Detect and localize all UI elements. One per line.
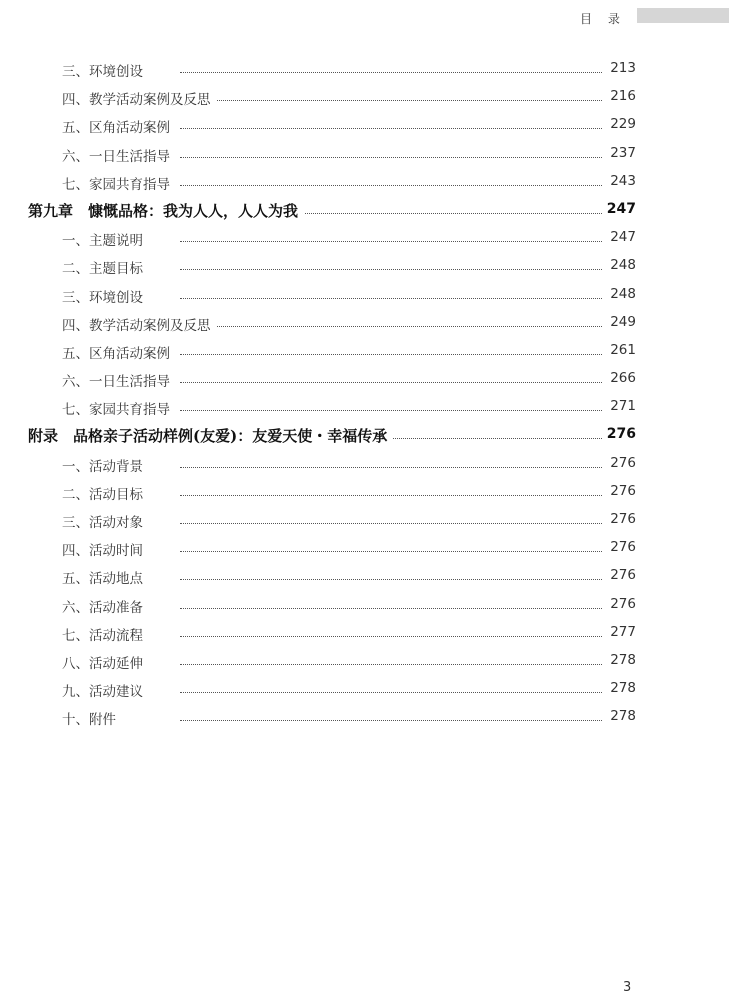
- toc-entry-title: 五、活动地点: [62, 567, 149, 587]
- toc-entry-page: 216: [610, 88, 636, 105]
- toc-entry-title: 二、活动目标: [62, 483, 149, 503]
- toc-section-entry[interactable]: [0, 394, 750, 422]
- toc-entry-page: 266: [610, 370, 636, 387]
- dot-leader: [180, 374, 602, 383]
- toc-entry-title: 七、家园共育指导: [62, 173, 176, 193]
- toc-entry-title: 三、环境创设: [62, 60, 149, 80]
- toc-entry-page: 276: [610, 454, 636, 471]
- toc-section-entry[interactable]: [0, 310, 750, 338]
- dot-leader: [180, 290, 602, 299]
- toc-entry-page: 249: [610, 313, 636, 330]
- toc-entry-title: 四、教学活动案例及反思: [62, 88, 217, 108]
- toc-entry-page: 276: [610, 567, 636, 584]
- toc-section-entry[interactable]: [0, 592, 750, 620]
- toc-entry-page: 243: [610, 172, 636, 189]
- toc-section-entry[interactable]: [0, 282, 750, 310]
- toc-entry-page: 247: [610, 229, 636, 246]
- toc-section-entry[interactable]: [0, 648, 750, 676]
- dot-leader: [180, 571, 602, 580]
- toc-entry-page: 276: [606, 426, 636, 443]
- dot-leader: [180, 459, 602, 468]
- running-header-label: 目 录: [580, 12, 626, 26]
- dot-leader: [180, 261, 602, 270]
- dot-leader: [180, 600, 602, 609]
- toc-entry-page: 213: [610, 60, 636, 76]
- toc-section-entry[interactable]: [0, 620, 750, 648]
- dot-leader: [180, 64, 602, 73]
- dot-leader: [180, 684, 602, 693]
- toc-entry-page: 276: [610, 511, 636, 527]
- toc-section-entry[interactable]: [0, 676, 750, 704]
- toc-section-entry[interactable]: [0, 704, 750, 732]
- toc-entry-page: 248: [610, 257, 636, 274]
- toc-entry-page: 248: [610, 285, 636, 302]
- toc-entry-title: 一、活动背景: [62, 455, 149, 475]
- toc-entry-title: 十、附件: [62, 708, 122, 728]
- dot-leader: [180, 233, 602, 242]
- dot-leader: [180, 543, 602, 552]
- toc-entry-title: 一、主题说明: [62, 229, 149, 249]
- toc-entry-title: 四、教学活动案例及反思: [62, 314, 217, 334]
- toc-entry-title: 九、活动建议: [62, 680, 149, 700]
- toc-entry-page: 229: [610, 116, 636, 133]
- table-of-contents: [0, 56, 750, 733]
- toc-entry-page: 277: [610, 623, 636, 640]
- toc-entry-title: 六、活动准备: [62, 596, 149, 616]
- toc-entry-page: 278: [610, 651, 636, 668]
- dot-leader: [180, 149, 602, 158]
- toc-chapter-entry[interactable]: [0, 422, 750, 450]
- toc-section-entry[interactable]: [0, 479, 750, 507]
- dot-leader: [180, 487, 602, 496]
- toc-entry-title: 第九章 慷慨品格：我为人人，人人为我: [28, 200, 304, 221]
- toc-entry-title: 八、活动延伸: [62, 652, 149, 672]
- toc-entry-page: 276: [610, 482, 636, 499]
- dot-leader: [180, 402, 602, 411]
- toc-entry-title: 二、主题目标: [62, 257, 149, 277]
- toc-entry-page: 247: [606, 200, 636, 217]
- toc-section-entry[interactable]: [0, 56, 750, 84]
- dot-leader: [180, 318, 602, 327]
- toc-entry-title: 五、区角活动案例: [62, 116, 176, 136]
- toc-section-entry[interactable]: [0, 563, 750, 591]
- toc-entry-title: 六、一日生活指导: [62, 145, 176, 165]
- toc-entry-title: 五、区角活动案例: [62, 342, 176, 362]
- toc-entry-title: 三、环境创设: [62, 286, 149, 306]
- toc-entry-page: 278: [610, 680, 636, 697]
- toc-section-entry[interactable]: [0, 535, 750, 563]
- page-number: 3: [623, 980, 632, 995]
- toc-entry-page: 237: [610, 144, 636, 161]
- toc-entry-title: 七、活动流程: [62, 624, 149, 644]
- dot-leader: [180, 177, 602, 186]
- dot-leader: [180, 656, 602, 665]
- toc-section-entry[interactable]: [0, 507, 750, 535]
- toc-entry-title: 附录 品格亲子活动样例(友爱)：友爱天使・幸福传承: [28, 425, 393, 446]
- toc-chapter-entry[interactable]: [0, 197, 750, 225]
- toc-section-entry[interactable]: [0, 451, 750, 479]
- toc-entry-title: 四、活动时间: [62, 539, 149, 559]
- dot-leader: [180, 346, 602, 355]
- toc-entry-page: 261: [610, 341, 636, 358]
- toc-section-entry[interactable]: [0, 112, 750, 140]
- toc-entry-page: 278: [610, 708, 636, 725]
- toc-entry-title: 六、一日生活指导: [62, 370, 176, 390]
- dot-leader: [180, 515, 602, 524]
- toc-section-entry[interactable]: [0, 338, 750, 366]
- toc-section-entry[interactable]: [0, 253, 750, 281]
- toc-entry-page: 271: [610, 398, 636, 415]
- toc-section-entry[interactable]: [0, 169, 750, 197]
- toc-entry-title: 三、活动对象: [62, 511, 149, 531]
- dot-leader: [180, 628, 602, 637]
- dot-leader: [180, 712, 602, 721]
- toc-entry-page: 276: [610, 539, 636, 556]
- toc-section-entry[interactable]: [0, 366, 750, 394]
- dot-leader: [180, 120, 602, 129]
- toc-section-entry[interactable]: [0, 84, 750, 112]
- toc-section-entry[interactable]: [0, 225, 750, 253]
- dot-leader: [180, 92, 602, 101]
- running-header-bar: [637, 8, 729, 23]
- toc-section-entry[interactable]: [0, 141, 750, 169]
- toc-entry-title: 七、家园共育指导: [62, 398, 176, 418]
- toc-entry-page: 276: [610, 595, 636, 612]
